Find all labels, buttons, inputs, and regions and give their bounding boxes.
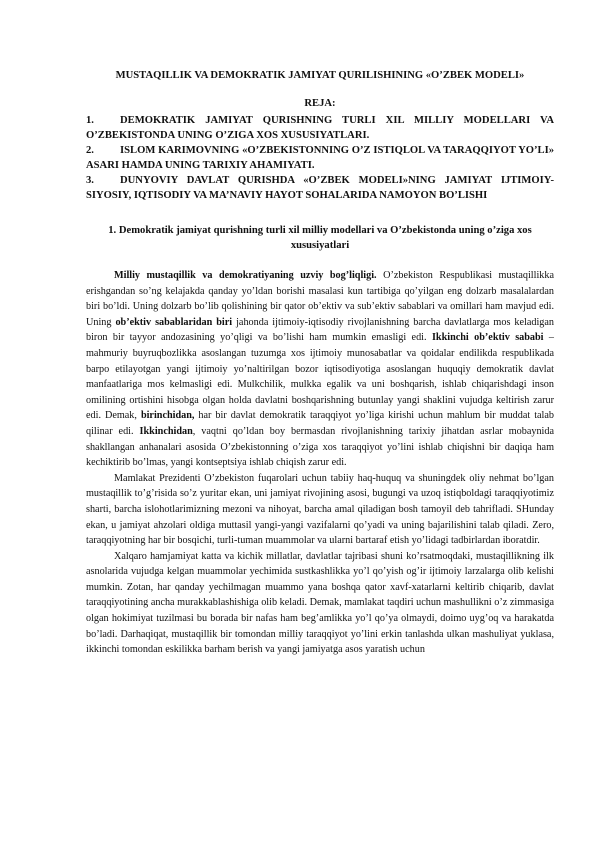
plan-item (86, 143, 554, 173)
paragraph-text: – mahmuriy buyruqbozlikka asoslangan tuzumga xos ijtimoiy munosabatlar va qoidalar endilikda respublikada barpo etilayotgan yangi ijtimoiy yo’naltirilgan bozor iqtisodiyotiga asoslangan huquqiy demokratik davlat manfaatlariga mos kelmasligi edi. Mulkchilik, mulkka egalik va uni boshqarish, ishlab chiqarishdagi inson omilining ortishini hisobga olgan holda davlatni boshqarishning butunlay yangi shaklini vujudga keltirish zarur edi. Demak, (86, 332, 555, 422)
paragraph-text: , vaqtni qo’ldan boy bermasdan rivojlanishning tarixiy jihatdan asrlar mobaynida shakllangan anhanalari asosida O’zbekistonning o’ziga xos taraqqiyot yo’lini ishlab chiqishni bir daqiqa ham kechiktirib bo’lmas, yangi kontseptsiya ishlab chiqish zarur edi. (86, 425, 554, 469)
paragraph: Mamlakat Prezidenti O’zbekiston fuqarolari uchun tabiiy haq-huquq va shuningdek oliy nehmat bo’lgan mustaqillik to’g’risida so’z yuritar ekan, uni jamiyat rivojining asosi, bugungi va uzoq istiqboldagi taraqqiyotimiz sharti, barcha islohotlarimizning mezoni va nihoyat, barcha amal qiladigan bosh tamoyil deb tahrifladi. SHunday ekan, u jamiyat ahzolari oldiga muttasil yangi-yangi vazifalarni qo’yadi va uning bajarilishini talab qiladi. Zero, taraqqiyotning har bir bosqichi, turli-tuman muammolar va ularni bartaraf etish yo’lidagi tadbirlardan iboratdir. (86, 472, 554, 547)
plan-item (86, 113, 554, 143)
paragraph-text: har bir davlat demokratik taraqqiyot yo’liga kirishi uchun mahlum bir muddat talab qilinar edi. (86, 410, 555, 437)
plan-item-text: ISLOM KARIMOVNING «O’ZBEKISTONNING O’Z ISTIQLOL VA TARAQQIYOT YO’LI» ASARI HAMDA UNING TARIXIY AHAMIYATI. (86, 145, 554, 171)
plan-item-number: 3. (86, 175, 94, 186)
emphasis-text: Ikkinchi ob’ektiv sababi (431, 332, 544, 344)
plan-item-number: 1. (86, 115, 94, 126)
plan-item-text: DEMOKRATIK JAMIYAT QURISHNING TURLI XIL MILLIY MODELLARI VA O’ZBEKISTONDA UNING O’ZIGA XOS XUSUSIYATLARI. (86, 115, 554, 141)
plan-list (86, 113, 554, 203)
body-text (86, 268, 554, 658)
emphasis-text: ob’ektiv sabablaridan biri (115, 316, 233, 328)
document-page (86, 68, 554, 658)
document-title: MUSTAQILLIK VA DEMOKRATIK JAMIYAT QURILISHINING «O’ZBEK MODELI» (115, 70, 525, 81)
paragraph-lead: Milliy mustaqillik va demokratiyaning uzviy bog’liqligi. (114, 270, 377, 281)
section-heading: 1. Demokratik jamiyat qurishning turli xil milliy modellari va O’zbekistonda uning o’ziga xos xususiyatlari (108, 225, 532, 251)
paragraph-text: jahonda ijtimoiy-iqtisodiy rivojlanishning barcha davlatlarga mos keladigan biron bir tayyor andozasining yo’qligi va bo’lishi ham mumkin emasligi edi. (86, 316, 554, 344)
paragraph: Xalqaro hamjamiyat katta va kichik millatlar, davlatlar tajribasi shuni ko’rsatmoqdaki, mustaqillikning ilk asnolarida vujudga kelgan muammolar yechimida sustkashlikka yo’l qo’yish og’ir ijtimoiy larzalarga olib kelishi mumkin. Zotan, har qanday yechilmagan muammo yana boshqa qator xavf-xatarlarni keltirib chiqarib, davlat taraqqiyotining ancha murakkablashishiga olib keladi. Demak, mamlakat taqdiri uchun mashullikni o’z zimmasiga olgan hokimiyat tuzilmasi bu borada bir nafas ham beg’amlikka yo’l qo’ya olmaydi, doimo uyg’oq va harakatda bo’ladi. Darhaqiqat, mustaqillik bir tomondan milliy taraqqiyot yo’lini erkin tanlashda ulkan mashuliyat yuklasa, ikkinchi tomondan eskilikka barham berish va yangi jamiyatga asos yaratish uchun (86, 550, 554, 656)
paragraph-text: O’zbekiston Respublikasi mustaqillikka erishgandan so’ng kelajakda qanday yo’ldan borishi masalasi kun tartibiga qo’yilgan eng dolzarb masalalardan biri bo’ldi. Uning dolzarb bo’lib qolishining bir qator ob’ektiv va sub’ektiv sabablari va omillari ham mavjud edi. Uning (86, 270, 554, 328)
paragraph (86, 268, 554, 471)
plan-item-number: 2. (86, 145, 94, 156)
plan-item (86, 173, 554, 203)
emphasis-text: Ikkinchidan (139, 425, 193, 437)
plan-item-text: DUNYOVIY DAVLAT QURISHDA «O’ZBEK MODELI»NING JAMIYAT IJTIMOIY-SIYOSIY, IQTISODIY VA MA’NAVIY HAYOT SOHALARIDA NAMOYON BO’LISHI (86, 175, 554, 201)
plan-heading: REJA: (304, 98, 336, 109)
emphasis-text: birinchidan, (140, 410, 195, 422)
